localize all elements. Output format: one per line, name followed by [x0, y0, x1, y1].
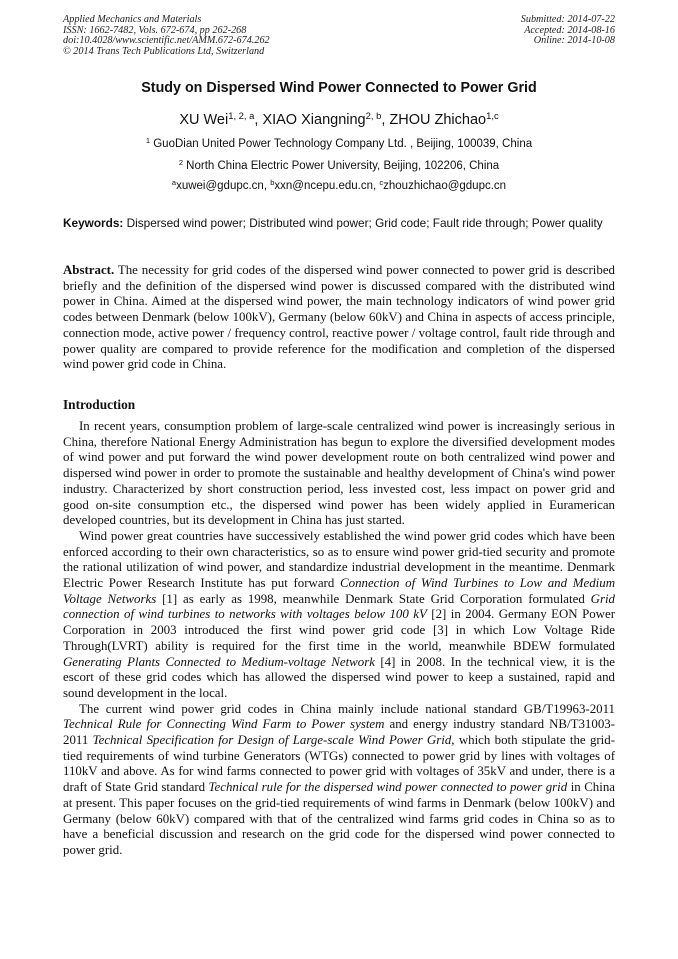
email-mark: b: [270, 177, 275, 187]
abstract-label: Abstract.: [63, 263, 115, 277]
text-run: in China at present. This paper focuses on the grid-tied requirements of wind farms in Denmark (below 100kV) and Germany (below 60kV) compared with that of the centralized wind farms grid codes in China so as to have a beneficial discussion and research on the grid code for the dispersed wind power connected to power grid.: [63, 780, 615, 857]
email-address[interactable]: xuwei@gdupc.cn: [176, 180, 264, 192]
italic-title-run: Connection of Wind Turbines to Low and Medium Voltage Networks: [63, 576, 615, 606]
text-run: [1] as early as 1998, meanwhile Denmark State Grid Corporation formulated: [156, 591, 591, 606]
affiliation-1: [0, 135, 678, 150]
affiliation-text: GuoDian United Power Technology Company Ltd. , Beijing, 100039, China: [150, 138, 533, 150]
author-name: ZHOU Zhichao: [389, 112, 487, 128]
text-run: [2] in 2004. Germany EON Power Corporation in 2003 introduced the first wind power grid code [3] in which Low Voltage Ride Through(LVRT) ability is required for the first time in the world, meanwhile BDEW formulated: [63, 607, 616, 653]
italic-title-run: Generating Plants Connected to Medium-voltage Network: [63, 654, 375, 669]
affiliation-mark: 1: [145, 135, 151, 145]
keywords: [63, 216, 615, 231]
submitted-date: Submitted: 2014-07-22: [520, 14, 615, 25]
email-list: [0, 177, 678, 192]
email-mark: c: [379, 177, 384, 187]
journal-name: Applied Mechanics and Materials: [63, 14, 202, 25]
text-run: , which both stipulate the grid-tied requirements of wind turbine Generators (WTGs) connected to power grid by lines with voltages of 110kV and above. As for wind farms connected to power grid with voltages of 35kV and under, there is a draft of State Grid standard: [63, 733, 615, 795]
online-date: Online: 2014-10-08: [533, 35, 615, 47]
italic-title-run: Technical Specification for Design of Large-scale Wind Power Grid: [92, 733, 452, 748]
keywords-text: Dispersed wind power; Distributed wind power; Grid code; Fault ride through; Power quality: [123, 216, 603, 230]
text-run: The current wind power grid codes in China mainly include national standard GB/T19963-2011: [79, 701, 615, 716]
affiliation-2: [0, 157, 678, 172]
text-run: [4] in 2008. In the technical view, it is the escort of these grid codes which has allowed the dispersed wind power to keep a sustained, rapid and sound development in the local.: [63, 654, 615, 700]
doi-line[interactable]: doi:10.4028/www.scientific.net/AMM.672-674.262: [63, 35, 270, 47]
paper-title: Study on Dispersed Wind Power Connected to Power Grid: [141, 80, 537, 96]
author-affiliation-mark: 1, 2, a: [228, 109, 255, 121]
author-affiliation-mark: 1,c: [486, 109, 499, 121]
body-paragraph: [63, 419, 615, 529]
author-separator: ,: [381, 112, 390, 128]
author-separator: ,: [254, 112, 263, 128]
author-list: [0, 109, 678, 128]
author-name: XU Wei: [179, 112, 229, 128]
copyright-line: © 2014 Trans Tech Publications Ltd, Switzerland: [63, 45, 265, 57]
keywords-label: Keywords:: [63, 216, 124, 230]
section-heading-introduction: Introduction: [63, 397, 136, 412]
email-address[interactable]: zhouzhichao@gdupc.cn: [383, 180, 507, 192]
text-run: In recent years, consumption problem of large-scale centralized wind power is increasingly serious in China, therefore National Energy Administration has begun to explore the diversified development modes of wind power and put forward the wind power development route on both centralized wind power and dispersed wind power in order to promote the sustainable and healthy development of China's wind power industry. Characterized by short construction period, less invested cost, less impact on power grid and good on-site consumption etc., the dispersed wind power has been widely applied in Euramerican developed countries, but its development in China has just started.: [63, 419, 615, 528]
abstract: [63, 263, 615, 373]
email-separator: ,: [263, 180, 271, 192]
accepted-date: Accepted: 2014-08-16: [524, 24, 615, 36]
abstract-text: The necessity for grid codes of the dispersed wind power connected to power grid is described briefly and the definition of the dispersed wind power is discussed compared with the distributed wind power in China. Aimed at the dispersed wind power, the main technology indicators of wind power grid codes between Denmark (below 100kV), Germany (below 60kV) and China in aspects of access principle, connection mode, active power / frequency control, reactive power / voltage control, fault ride through and power quality are compared to provide reference for the modification and completion of the dispersed wind power grid code in China.: [63, 263, 615, 372]
introduction-body: [63, 419, 615, 859]
italic-title-run: Technical Rule for Connecting Wind Farm to Power system: [63, 717, 385, 732]
journal-header: [63, 15, 270, 57]
text-run: Wind power great countries have successively established the wind power grid codes which have been enforced according to their own characteristics, so as to ensure wind power grid-tied security and promote the rational utilization of wind power, and standardize industrial development in the meantime. Denmark Electric Power Research Institute has put forward: [63, 528, 615, 591]
text-run: and energy industry standard NB/T31003-2011: [63, 717, 616, 748]
affiliation-text: North China Electric Power University, Beijing, 102206, China: [182, 160, 500, 172]
author-affiliation-mark: 2, b: [365, 109, 382, 121]
affiliation-mark: 2: [178, 157, 183, 167]
author-name: XIAO Xiangning: [262, 112, 366, 128]
body-paragraph: [63, 529, 615, 702]
body-paragraph: [63, 702, 615, 859]
dates-header: [521, 15, 615, 47]
email-mark: a: [171, 177, 177, 187]
italic-title-run: Technical rule for the dispersed wind power connected to power grid: [208, 780, 568, 795]
issn-line: ISSN: 1662-7482, Vols. 672-674, pp 262-268: [63, 24, 247, 36]
email-separator: ,: [373, 180, 380, 192]
italic-title-run: Grid connection of wind turbines to networks with voltages below 100 kV: [63, 591, 615, 622]
email-address[interactable]: xxn@ncepu.edu.cn: [274, 180, 374, 192]
